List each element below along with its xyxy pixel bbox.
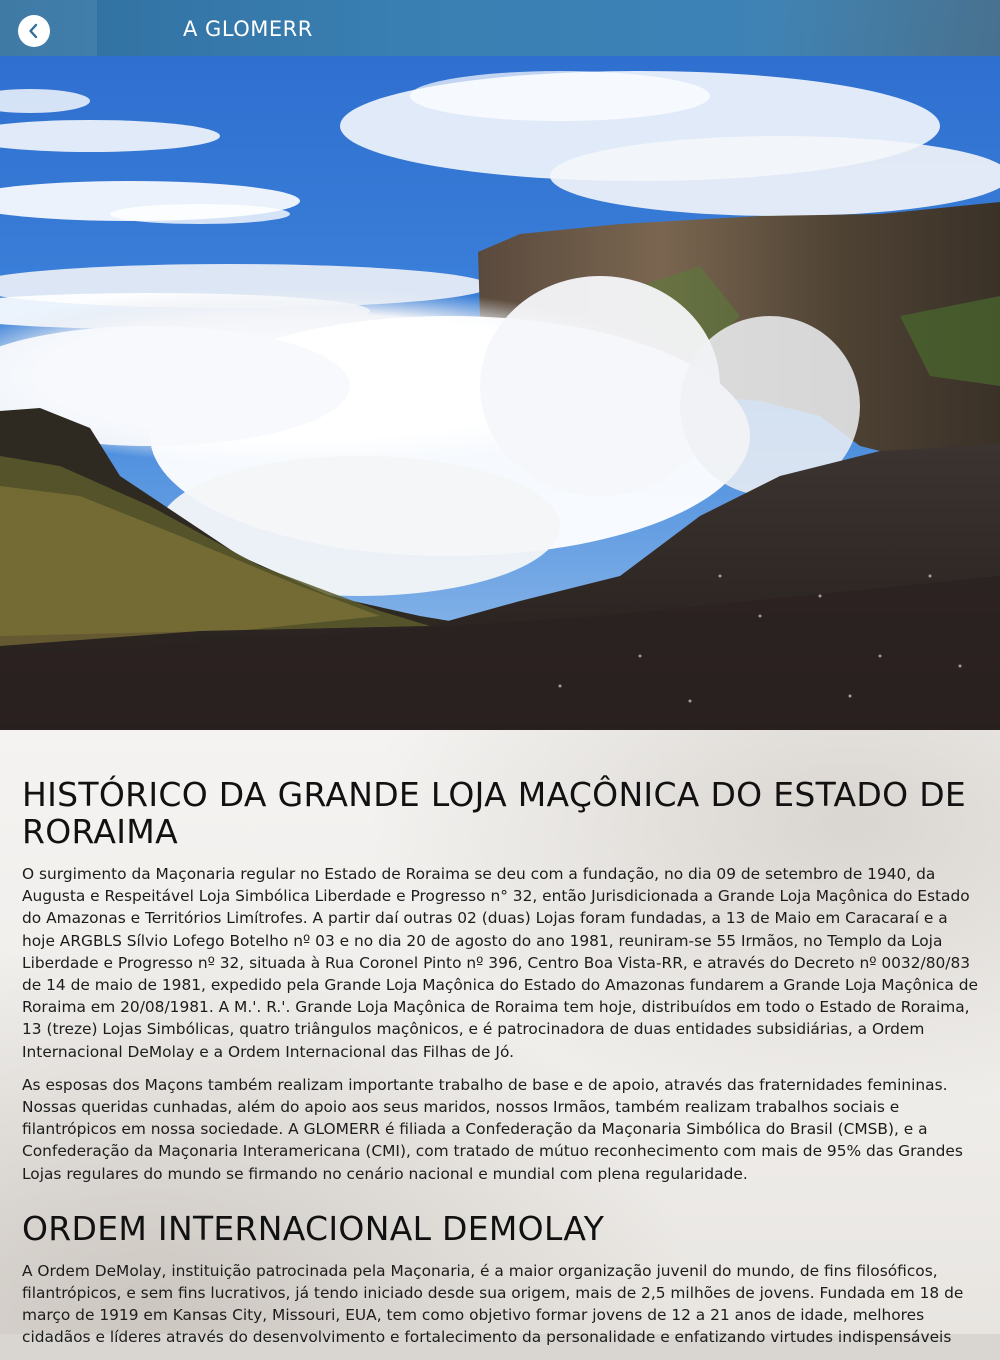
page-title: A GLOMERR xyxy=(183,17,313,41)
history-paragraph-2: As esposas dos Maçons também realizam importante trabalho de base e de apoio, através das fraternidades femininas. Nossas queridas cunhadas, além do apoio aos seus maridos, nossos Irmãos, também realizam trabalhos sociais e filantrópicos em nossa sociedade. A GLOMERR é filiada a Confederação da Maçonaria Simbólica do Brasil (CMSB), e a Confederação da Maçonaria Interamericana (CMI), com tratado de mútuo reconhecimento com mais de 95% das Grandes Lojas regulares do mundo se firmando no cenário nacional e mundial com plena regularidade. xyxy=(22,1075,963,1183)
history-paragraph-1: O surgimento da Maçonaria regular no Estado de Roraima se deu com a fundação, no dia 09 de setembro de 1940, da Augusta e Respeitável Loja Simbólica Liberdade e Progresso n° 32, então Jurisdicionada a Grande Loja Maçônica do Estado do Amazonas e Territórios Limítrofes. A partir daí outras 02 (duas) Lojas foram fundadas, a 13 de Maio em Caracaraí e a hoje ARGBLS Sílvio Lofego Botelho nº 03 e no dia 20 de agosto do ano 1981, reuniram-se 55 Irmãos, no Templo da Loja Liberdade e Progresso nº 32, situada à Rua Coronel Pinto nº 396, Centro Boa Vista-RR, e através do Decreto nº 0032/80/83 de 14 de maio de 1981, expedido pela Grande Loja Maçônica do Estado do Amazonas fundarem a Grande Loja Maçônica de Roraima em 20/08/1981. A M.'. R.'. Grande Loja Maçônica de Roraima tem hoje, distribuídos em todo o Estado de Roraima, 13 (treze) Lojas Simbólicas, quatro triângulos maçônicos, e é patrocinadora de duas entidades subsidiárias, a Ordem Internacional DeMolay e a Ordem Internacional das Filhas de Jó. xyxy=(22,865,978,1061)
article-body xyxy=(22,776,982,1360)
demolay-heading: ORDEM INTERNACIONAL DEMOLAY xyxy=(22,1208,605,1248)
article-content xyxy=(0,730,1000,1347)
app-header xyxy=(0,0,1000,56)
demolay-paragraph: A Ordem DeMolay, instituição patrocinada pela Maçonaria, é a maior organização juvenil do mundo, de fins filosóficos, filantrópicos, e sem fins lucrativos, já tendo iniciado desde sua origem, mais de 2,5 milhões de jovens. Fundada em 18 de março de 1919 em Kansas City, Missouri, EUA, tem como objetivo formar jovens de 12 a 21 anos de idade, melhores cidadãos e líderes através do desenvolvimento e fortalecimento da personalidade e enfatizando virtudes indispensáveis xyxy=(22,1261,964,1347)
chevron-left-icon xyxy=(26,23,42,39)
hero-image xyxy=(0,56,1000,730)
back-button[interactable] xyxy=(18,15,50,47)
landscape-photo xyxy=(0,56,1000,730)
header-background-texture xyxy=(770,0,1000,56)
history-heading: HISTÓRICO DA GRANDE LOJA MAÇÔNICA DO ESTADO DE RORAIMA xyxy=(22,775,967,851)
